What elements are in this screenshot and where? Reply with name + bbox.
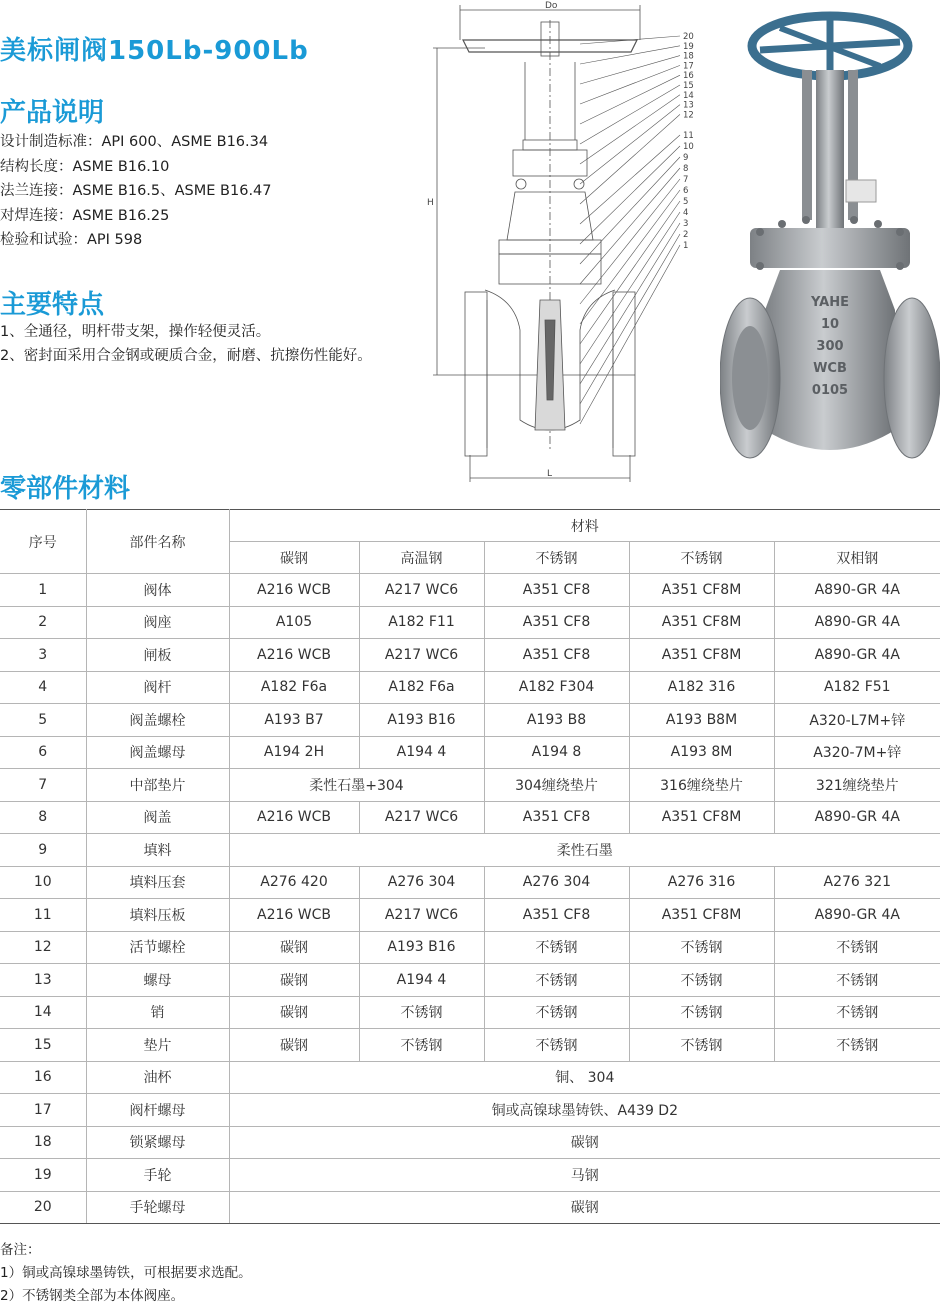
material-cell: 碳钢 xyxy=(229,1126,940,1159)
callout-number: 1 xyxy=(683,241,689,251)
section-title-features: 主要特点 xyxy=(0,290,105,320)
material-cell: 不锈钢 xyxy=(359,1029,484,1062)
material-cell: A351 CF8 xyxy=(484,639,629,672)
casting-mark: YAHE xyxy=(811,295,849,310)
row-number: 4 xyxy=(0,671,86,704)
callout-number: 11 xyxy=(683,131,694,141)
table-row xyxy=(0,639,940,672)
valve-section-drawing xyxy=(425,0,700,490)
material-cell: A276 304 xyxy=(359,866,484,899)
row-number: 11 xyxy=(0,899,86,932)
header-no: 序号 xyxy=(0,510,86,574)
table-row xyxy=(0,769,940,802)
material-cell: 321缠绕垫片 xyxy=(774,769,940,802)
dim-label-do: Do xyxy=(545,1,558,11)
part-name: 油杯 xyxy=(86,1061,229,1094)
row-number: 16 xyxy=(0,1061,86,1094)
material-cell: 碳钢 xyxy=(229,1191,940,1224)
callout-leader xyxy=(580,245,680,424)
material-cell: A351 CF8M xyxy=(629,574,774,607)
material-cell: 不锈钢 xyxy=(484,931,629,964)
material-cell: A890-GR 4A xyxy=(774,801,940,834)
material-cell: A351 CF8 xyxy=(484,899,629,932)
material-cell: 不锈钢 xyxy=(774,931,940,964)
note-item: 2）不锈钢类全部为本体阀座。 xyxy=(0,1288,185,1304)
part-name: 填料压套 xyxy=(86,866,229,899)
callout-number: 15 xyxy=(683,81,694,91)
part-name: 闸板 xyxy=(86,639,229,672)
callout-number: 14 xyxy=(683,90,694,101)
material-cell: 304缠绕垫片 xyxy=(484,769,629,802)
material-cell: A194 8 xyxy=(484,736,629,769)
callout-leader xyxy=(580,212,680,364)
callout-leader xyxy=(580,85,680,144)
table-row xyxy=(0,801,940,834)
material-cell: 不锈钢 xyxy=(484,1029,629,1062)
material-cell: A890-GR 4A xyxy=(774,899,940,932)
material-cell: 不锈钢 xyxy=(774,964,940,997)
material-cell: A182 F6a xyxy=(359,671,484,704)
table-row xyxy=(0,1159,940,1192)
section-title-materials: 零部件材料 xyxy=(0,474,131,504)
notes-title: 备注： xyxy=(0,1242,41,1258)
material-cell: A217 WC6 xyxy=(359,801,484,834)
material-cell: A216 WCB xyxy=(229,574,359,607)
row-number: 3 xyxy=(0,639,86,672)
material-cell: A890-GR 4A xyxy=(774,574,940,607)
callout-number: 4 xyxy=(683,208,689,218)
row-number: 13 xyxy=(0,964,86,997)
callout-number: 20 xyxy=(683,32,694,42)
material-cell: A194 4 xyxy=(359,964,484,997)
material-cell: 不锈钢 xyxy=(359,996,484,1029)
part-name: 阀杆螺母 xyxy=(86,1094,229,1127)
table-row xyxy=(0,899,940,932)
part-name: 销 xyxy=(86,996,229,1029)
material-cell: A276 321 xyxy=(774,866,940,899)
row-number: 12 xyxy=(0,931,86,964)
material-cell: 不锈钢 xyxy=(629,964,774,997)
callout-number: 18 xyxy=(683,51,694,62)
material-cell: A351 CF8 xyxy=(484,606,629,639)
row-number: 2 xyxy=(0,606,86,639)
material-cell: A276 420 xyxy=(229,866,359,899)
callout-number: 7 xyxy=(683,175,689,185)
material-cell: 碳钢 xyxy=(229,964,359,997)
feature-list xyxy=(0,320,372,368)
part-name: 阀体 xyxy=(86,574,229,607)
feature-item: 1、全通径，明杆带支架，操作轻便灵活。 xyxy=(0,324,271,340)
spec-item: 对焊连接：ASME B16.25 xyxy=(0,207,170,224)
part-name: 阀盖螺母 xyxy=(86,736,229,769)
part-name: 填料 xyxy=(86,834,229,867)
material-cell: 不锈钢 xyxy=(774,996,940,1029)
callout-number: 6 xyxy=(683,186,689,196)
part-name: 手轮螺母 xyxy=(86,1191,229,1224)
material-cell: A193 B8M xyxy=(629,704,774,737)
material-cell: A217 WC6 xyxy=(359,899,484,932)
material-cell: A193 8M xyxy=(629,736,774,769)
callout-leader xyxy=(580,146,680,244)
row-number: 1 xyxy=(0,574,86,607)
part-name: 锁紧螺母 xyxy=(86,1126,229,1159)
material-cell: A193 B7 xyxy=(229,704,359,737)
spec-item: 设计制造标准：API 600、ASME B16.34 xyxy=(0,134,269,150)
row-number: 10 xyxy=(0,866,86,899)
material-cell: A194 4 xyxy=(359,736,484,769)
material-cell: A193 B8 xyxy=(484,704,629,737)
row-number: 9 xyxy=(0,834,86,867)
row-number: 6 xyxy=(0,736,86,769)
row-number: 5 xyxy=(0,704,86,737)
material-cell: 铜、 304 xyxy=(229,1061,940,1094)
dim-label-l: L xyxy=(547,469,553,479)
material-cell: A320-L7M+锌 xyxy=(774,704,940,737)
material-cell: 柔性石墨 xyxy=(229,834,940,867)
material-cell: 碳钢 xyxy=(229,996,359,1029)
material-cell: A351 CF8 xyxy=(484,574,629,607)
material-cell: A182 F304 xyxy=(484,671,629,704)
material-cell: A320-7M+锌 xyxy=(774,736,940,769)
material-cell: A182 316 xyxy=(629,671,774,704)
casting-mark: WCB xyxy=(813,361,847,376)
part-name: 螺母 xyxy=(86,964,229,997)
row-number: 7 xyxy=(0,769,86,802)
spec-item: 法兰连接：ASME B16.5、ASME B16.47 xyxy=(0,183,272,199)
table-row xyxy=(0,996,940,1029)
material-cell: 316缠绕垫片 xyxy=(629,769,774,802)
material-cell: A194 2H xyxy=(229,736,359,769)
casting-mark: 0105 xyxy=(811,383,849,398)
material-cell: 柔性石墨+304 xyxy=(229,769,484,802)
callout-number: 12 xyxy=(683,110,694,121)
callout-leader xyxy=(580,234,680,404)
part-name: 阀杆 xyxy=(86,671,229,704)
spec-list xyxy=(0,130,272,253)
table-row xyxy=(0,1094,940,1127)
material-cell: 不锈钢 xyxy=(484,996,629,1029)
material-cell: 不锈钢 xyxy=(629,996,774,1029)
table-row xyxy=(0,704,940,737)
material-cell: A182 F11 xyxy=(359,606,484,639)
header-material: 材料 xyxy=(229,510,940,542)
table-row xyxy=(0,931,940,964)
material-cell: A217 WC6 xyxy=(359,639,484,672)
page-title: 美标闸阀150Lb-900Lb xyxy=(0,36,309,66)
row-number: 14 xyxy=(0,996,86,1029)
header-material-type: 双相钢 xyxy=(774,542,940,574)
callout-number: 3 xyxy=(683,219,689,229)
part-name: 手轮 xyxy=(86,1159,229,1192)
row-number: 8 xyxy=(0,801,86,834)
part-name: 填料压板 xyxy=(86,899,229,932)
note-item: 1）铜或高镍球墨铸铁，可根据要求选配。 xyxy=(0,1265,252,1281)
handwheel xyxy=(752,16,908,76)
callout-number: 10 xyxy=(683,142,694,152)
material-cell: 不锈钢 xyxy=(774,1029,940,1062)
callout-leader xyxy=(580,46,680,64)
header-material-type: 不锈钢 xyxy=(484,542,629,574)
materials-table xyxy=(0,509,940,1224)
table-row xyxy=(0,574,940,607)
part-name: 活节螺栓 xyxy=(86,931,229,964)
material-cell: 不锈钢 xyxy=(629,1029,774,1062)
material-cell: A351 CF8M xyxy=(629,899,774,932)
part-name: 阀盖螺栓 xyxy=(86,704,229,737)
material-cell: A182 F51 xyxy=(774,671,940,704)
callout-number: 13 xyxy=(683,100,694,111)
callout-number: 16 xyxy=(683,71,694,82)
row-number: 17 xyxy=(0,1094,86,1127)
callout-leader xyxy=(580,56,680,84)
material-cell: A216 WCB xyxy=(229,801,359,834)
row-number: 18 xyxy=(0,1126,86,1159)
casting-mark: 10 xyxy=(820,317,840,332)
callout-number: 8 xyxy=(683,164,689,174)
table-row xyxy=(0,1191,940,1224)
header-material-type: 高温钢 xyxy=(359,542,484,574)
table-row xyxy=(0,834,940,867)
callout-leader xyxy=(580,95,680,164)
row-number: 20 xyxy=(0,1191,86,1224)
material-cell: A182 F6a xyxy=(229,671,359,704)
callout-leader xyxy=(580,168,680,284)
spec-item: 结构长度：ASME B16.10 xyxy=(0,158,170,175)
table-row xyxy=(0,1126,940,1159)
header-material-type: 不锈钢 xyxy=(629,542,774,574)
callout-leader xyxy=(580,65,680,104)
material-cell: A276 316 xyxy=(629,866,774,899)
material-cell: A351 CF8 xyxy=(484,801,629,834)
header-material-type: 碳钢 xyxy=(229,542,359,574)
table-row xyxy=(0,1029,940,1062)
table-row xyxy=(0,671,940,704)
part-name: 阀盖 xyxy=(86,801,229,834)
callout-number: 5 xyxy=(683,197,689,207)
callout-number: 2 xyxy=(683,230,689,240)
table-row xyxy=(0,1061,940,1094)
material-cell: 不锈钢 xyxy=(484,964,629,997)
part-name: 中部垫片 xyxy=(86,769,229,802)
row-number: 19 xyxy=(0,1159,86,1192)
table-row xyxy=(0,606,940,639)
callout-number: 9 xyxy=(683,153,689,163)
material-cell: A217 WC6 xyxy=(359,574,484,607)
material-cell: A351 CF8M xyxy=(629,606,774,639)
row-number: 15 xyxy=(0,1029,86,1062)
material-cell: 碳钢 xyxy=(229,1029,359,1062)
material-cell: A216 WCB xyxy=(229,639,359,672)
material-cell: A276 304 xyxy=(484,866,629,899)
material-cell: A890-GR 4A xyxy=(774,639,940,672)
notes xyxy=(0,1239,252,1308)
callout-number: 19 xyxy=(683,41,694,52)
material-cell: 马钢 xyxy=(229,1159,940,1192)
material-cell: A193 B16 xyxy=(359,704,484,737)
material-cell: A105 xyxy=(229,606,359,639)
material-cell: A351 CF8M xyxy=(629,801,774,834)
material-cell: 碳钢 xyxy=(229,931,359,964)
table-row xyxy=(0,866,940,899)
dim-label-h: H xyxy=(427,198,434,208)
material-cell: A216 WCB xyxy=(229,899,359,932)
material-cell: A890-GR 4A xyxy=(774,606,940,639)
material-cell: 铜或高镍球墨铸铁、A439 D2 xyxy=(229,1094,940,1127)
material-cell: A193 B16 xyxy=(359,931,484,964)
feature-item: 2、密封面采用合金钢或硬质合金，耐磨、抗擦伤性能好。 xyxy=(0,348,372,364)
section-title-description: 产品说明 xyxy=(0,98,105,128)
spec-item: 检验和试验：API 598 xyxy=(0,232,143,248)
table-row xyxy=(0,736,940,769)
part-name: 垫片 xyxy=(86,1029,229,1062)
material-cell: A351 CF8M xyxy=(629,639,774,672)
callout-leader xyxy=(580,114,680,204)
callout-leader xyxy=(580,179,680,304)
callout-number: 17 xyxy=(683,61,694,72)
material-cell: 不锈钢 xyxy=(629,931,774,964)
callout-leader xyxy=(580,201,680,344)
header-part-name: 部件名称 xyxy=(86,510,229,574)
valve-product-photo xyxy=(720,10,940,480)
casting-mark: 300 xyxy=(816,339,844,354)
part-name: 阀座 xyxy=(86,606,229,639)
table-row xyxy=(0,964,940,997)
